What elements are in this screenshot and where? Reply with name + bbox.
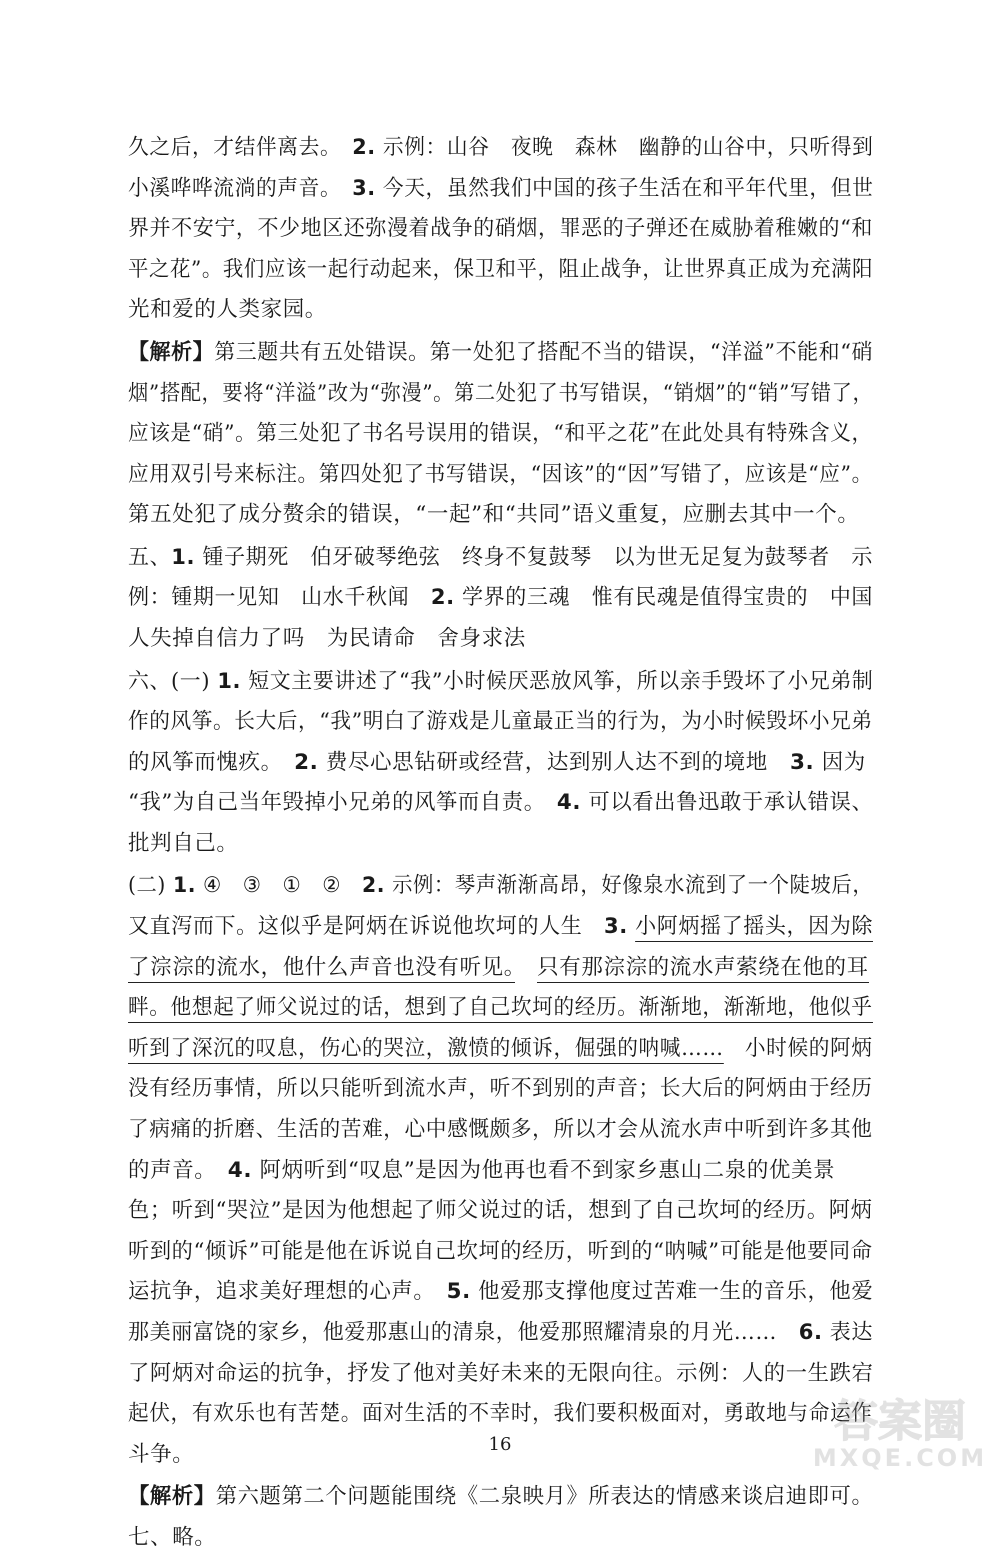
bold-marker: 3.	[789, 749, 815, 775]
text-segment: 光和爱的人类家园。	[128, 297, 327, 323]
text-line	[128, 1151, 873, 1191]
text-line	[128, 209, 873, 249]
text-segment: 示例：琴声渐渐高昂，好像泉水流到了一个陡坡后，	[385, 873, 874, 899]
text-segment: (二)	[128, 873, 173, 899]
text-segment: 人失掉自信力了吗 为民请命 舍身求法	[128, 626, 526, 651]
text-line	[128, 1394, 873, 1434]
text-segment: 批判自己。	[128, 830, 239, 856]
text-line	[128, 619, 873, 659]
text-line	[128, 1272, 874, 1312]
text-line	[128, 1110, 873, 1150]
text-line	[128, 414, 873, 454]
text-line	[128, 988, 873, 1028]
text-line	[128, 702, 873, 742]
text-segment: 例：锺期一见知 山水千秋闻	[128, 585, 431, 611]
text-segment: 因为	[814, 749, 866, 775]
text-segment: 那美丽富饶的家乡，他爱那惠山的清泉，他爱那照耀清泉的月光……	[128, 1320, 799, 1345]
text-line	[128, 743, 873, 783]
text-segment: “我”为自己当年毁掉小兄弟的风筝而自责。	[128, 790, 557, 816]
text-line	[128, 333, 874, 373]
bold-marker: 3.	[352, 175, 376, 201]
text-line	[128, 1232, 873, 1272]
text-segment: 的风筝而愧疚。	[128, 749, 295, 775]
text-segment: 应该是“硝”。第三处犯了书名号误用的错误，“和平之花”在此处具有特殊含义，	[128, 421, 873, 447]
text-line	[128, 578, 874, 618]
bold-marker: 1.	[172, 873, 197, 899]
text-segment: 学界的三魂 惟有民魂是值得宝贵的 中国	[454, 585, 874, 611]
bold-marker: 1.	[171, 544, 196, 570]
text-line	[128, 866, 874, 906]
text-segment: 运抗争，追求美好理想的心声。	[128, 1279, 447, 1305]
text-line	[128, 1069, 873, 1109]
text-line	[128, 1191, 873, 1231]
text-line	[128, 662, 874, 702]
text-segment	[515, 955, 537, 980]
text-line	[128, 1313, 874, 1353]
bold-marker: 2.	[294, 749, 319, 775]
bold-marker: 4.	[556, 790, 582, 816]
text-segment: 五、	[128, 544, 172, 570]
page-number: 16	[488, 1434, 512, 1455]
text-segment: 锺子期死 伯牙破琴绝弦 终身不复鼓琴 以为世无足复为鼓琴者 示	[195, 544, 874, 570]
text-segment: 应用双引号来标注。第四处犯了书写错误，“因该”的“因”写错了，应该是“应”。	[128, 461, 873, 487]
text-segment: 短文主要讲述了“我”小时候厌恶放风筝，所以亲手毁坏了小兄弟制	[241, 668, 874, 694]
text-segment: 他爱那支撑他度过苦难一生的音乐，他爱	[470, 1279, 874, 1305]
text-line	[128, 374, 874, 414]
text-line	[128, 1477, 874, 1517]
underlined-text: 只有那淙淙的流水声萦绕在他的耳	[537, 955, 869, 983]
text-segment: 起伏，有欢乐也有苦楚。面对生活的不幸时，我们要积极面对，勇敢地与命运作	[128, 1401, 873, 1427]
text-segment: 没有经历事情，所以只能听到流水声，听不到别的声音；长大后的阿炳由于经历	[128, 1076, 873, 1102]
text-segment: 表达	[822, 1320, 874, 1345]
text-segment: 平之花”。我们应该一起行动起来，保卫和平，阻止战争，让世界真正成为充满阳	[128, 256, 874, 282]
text-segment: 今天，虽然我们中国的孩子生活在和平年代里，但世	[375, 175, 874, 201]
text-line	[128, 907, 874, 947]
text-line	[128, 1354, 874, 1394]
text-segment: 小溪哗哗流淌的声音。	[128, 175, 353, 201]
text-segment: 界并不安宁，不少地区还弥漫着战争的硝烟，罪恶的子弹还在威胁着稚嫩的“和	[128, 216, 873, 242]
text-segment: 听到的“倾诉”可能是他在诉说自己坎坷的经历，听到的“呐喊”可能是他要同命	[128, 1238, 873, 1264]
text-line	[128, 1029, 873, 1069]
underlined-text: 听到了深沉的叹息，伤心的哭泣，激愤的倾诉，倔强的呐喊……	[128, 1036, 724, 1064]
text-line	[128, 538, 874, 578]
text-segment: 了阿炳对命运的抗争，抒发了他对美好未来的无限向往。示例：人的一生跌宕	[128, 1360, 874, 1386]
text-line	[128, 250, 874, 290]
text-segment: 的声音。	[128, 1157, 228, 1183]
text-segment: 久之后，才结伴离去。	[128, 135, 353, 160]
text-segment: 小时候的阿炳	[723, 1035, 873, 1061]
bold-marker: 5.	[446, 1279, 471, 1305]
text-segment: 又直泻而下。这似乎是阿炳在诉说他坎坷的人生	[128, 914, 604, 939]
text-line	[128, 169, 874, 209]
text-segment: 色；听到“哭泣”是因为他想起了师父说过的话，想到了自己坎坷的经历。阿炳	[128, 1198, 873, 1224]
underlined-text: 畔。他想起了师父说过的话，想到了自己坎坷的经历。渐渐地，渐渐地，他似乎	[128, 995, 873, 1023]
text-line	[128, 948, 873, 988]
text-segment: 第三题共有五处错误。第一处犯了搭配不当的错误，“洋溢”不能和“硝	[214, 339, 874, 365]
bold-marker: 【解析】	[128, 1484, 216, 1510]
text-segment: 费尽心思钻研或经营，达到别人达不到的境地	[318, 749, 790, 775]
text-segment: ④ ③ ① ②	[196, 873, 362, 899]
bold-marker: 4.	[227, 1157, 253, 1183]
text-line	[128, 128, 874, 168]
svg-text:MXQE.COM: MXQE.COM	[812, 1444, 988, 1472]
text-segment: 斗争。	[128, 1441, 195, 1467]
bold-marker: 2.	[352, 135, 376, 160]
text-segment: 阿炳听到“叹息”是因为他再也看不到家乡惠山二泉的优美景	[252, 1157, 836, 1183]
bold-marker: 2.	[430, 585, 455, 611]
text-line	[128, 824, 873, 864]
underlined-text: 小阿炳摇了摇头，因为除	[635, 914, 873, 942]
text-segment: 作的风筝。长大后，“我”明白了游戏是儿童最正当的行为，为小时候毁坏小兄弟	[128, 709, 873, 735]
bold-marker: 1.	[217, 668, 242, 694]
text-segment: 第六题第二个问题能围绕《二泉映月》所表达的情感来谈启迪即可。	[215, 1484, 874, 1510]
svg-text:答案圈: 答案圈	[834, 1396, 966, 1447]
text-line	[128, 290, 873, 330]
bold-marker: 【解析】	[128, 339, 215, 365]
text-line	[128, 495, 873, 535]
underlined-text: 了淙淙的流水，他什么声音也没有听见。	[128, 955, 515, 983]
text-line	[128, 783, 874, 823]
text-segment	[628, 914, 635, 939]
text-segment: 六、(一)	[128, 668, 218, 694]
bold-marker: 2.	[361, 873, 386, 899]
bold-marker: 3.	[603, 914, 628, 939]
watermark-logo	[805, 1390, 995, 1472]
text-segment: 可以看出鲁迅敢于承认错误、	[581, 790, 874, 816]
text-segment: 第五处犯了成分赘余的错误，“一起”和“共同”语义重复，应删去其中一个。	[128, 502, 860, 528]
bold-marker: 6.	[798, 1320, 823, 1345]
text-segment: 七、略。	[128, 1524, 217, 1550]
text-line	[128, 1518, 873, 1558]
text-line	[128, 455, 873, 495]
text-segment: 烟”搭配，要将“洋溢”改为“弥漫”。第二处犯了书写错误，“销烟”的“销”写错了，	[128, 380, 874, 406]
text-segment: 了病痛的折磨、生活的苦难，心中感慨颇多，所以才会从流水声中听到许多其他	[128, 1117, 873, 1142]
text-segment: 示例：山谷 夜晚 森林 幽静的山谷中，只听得到	[375, 135, 874, 160]
